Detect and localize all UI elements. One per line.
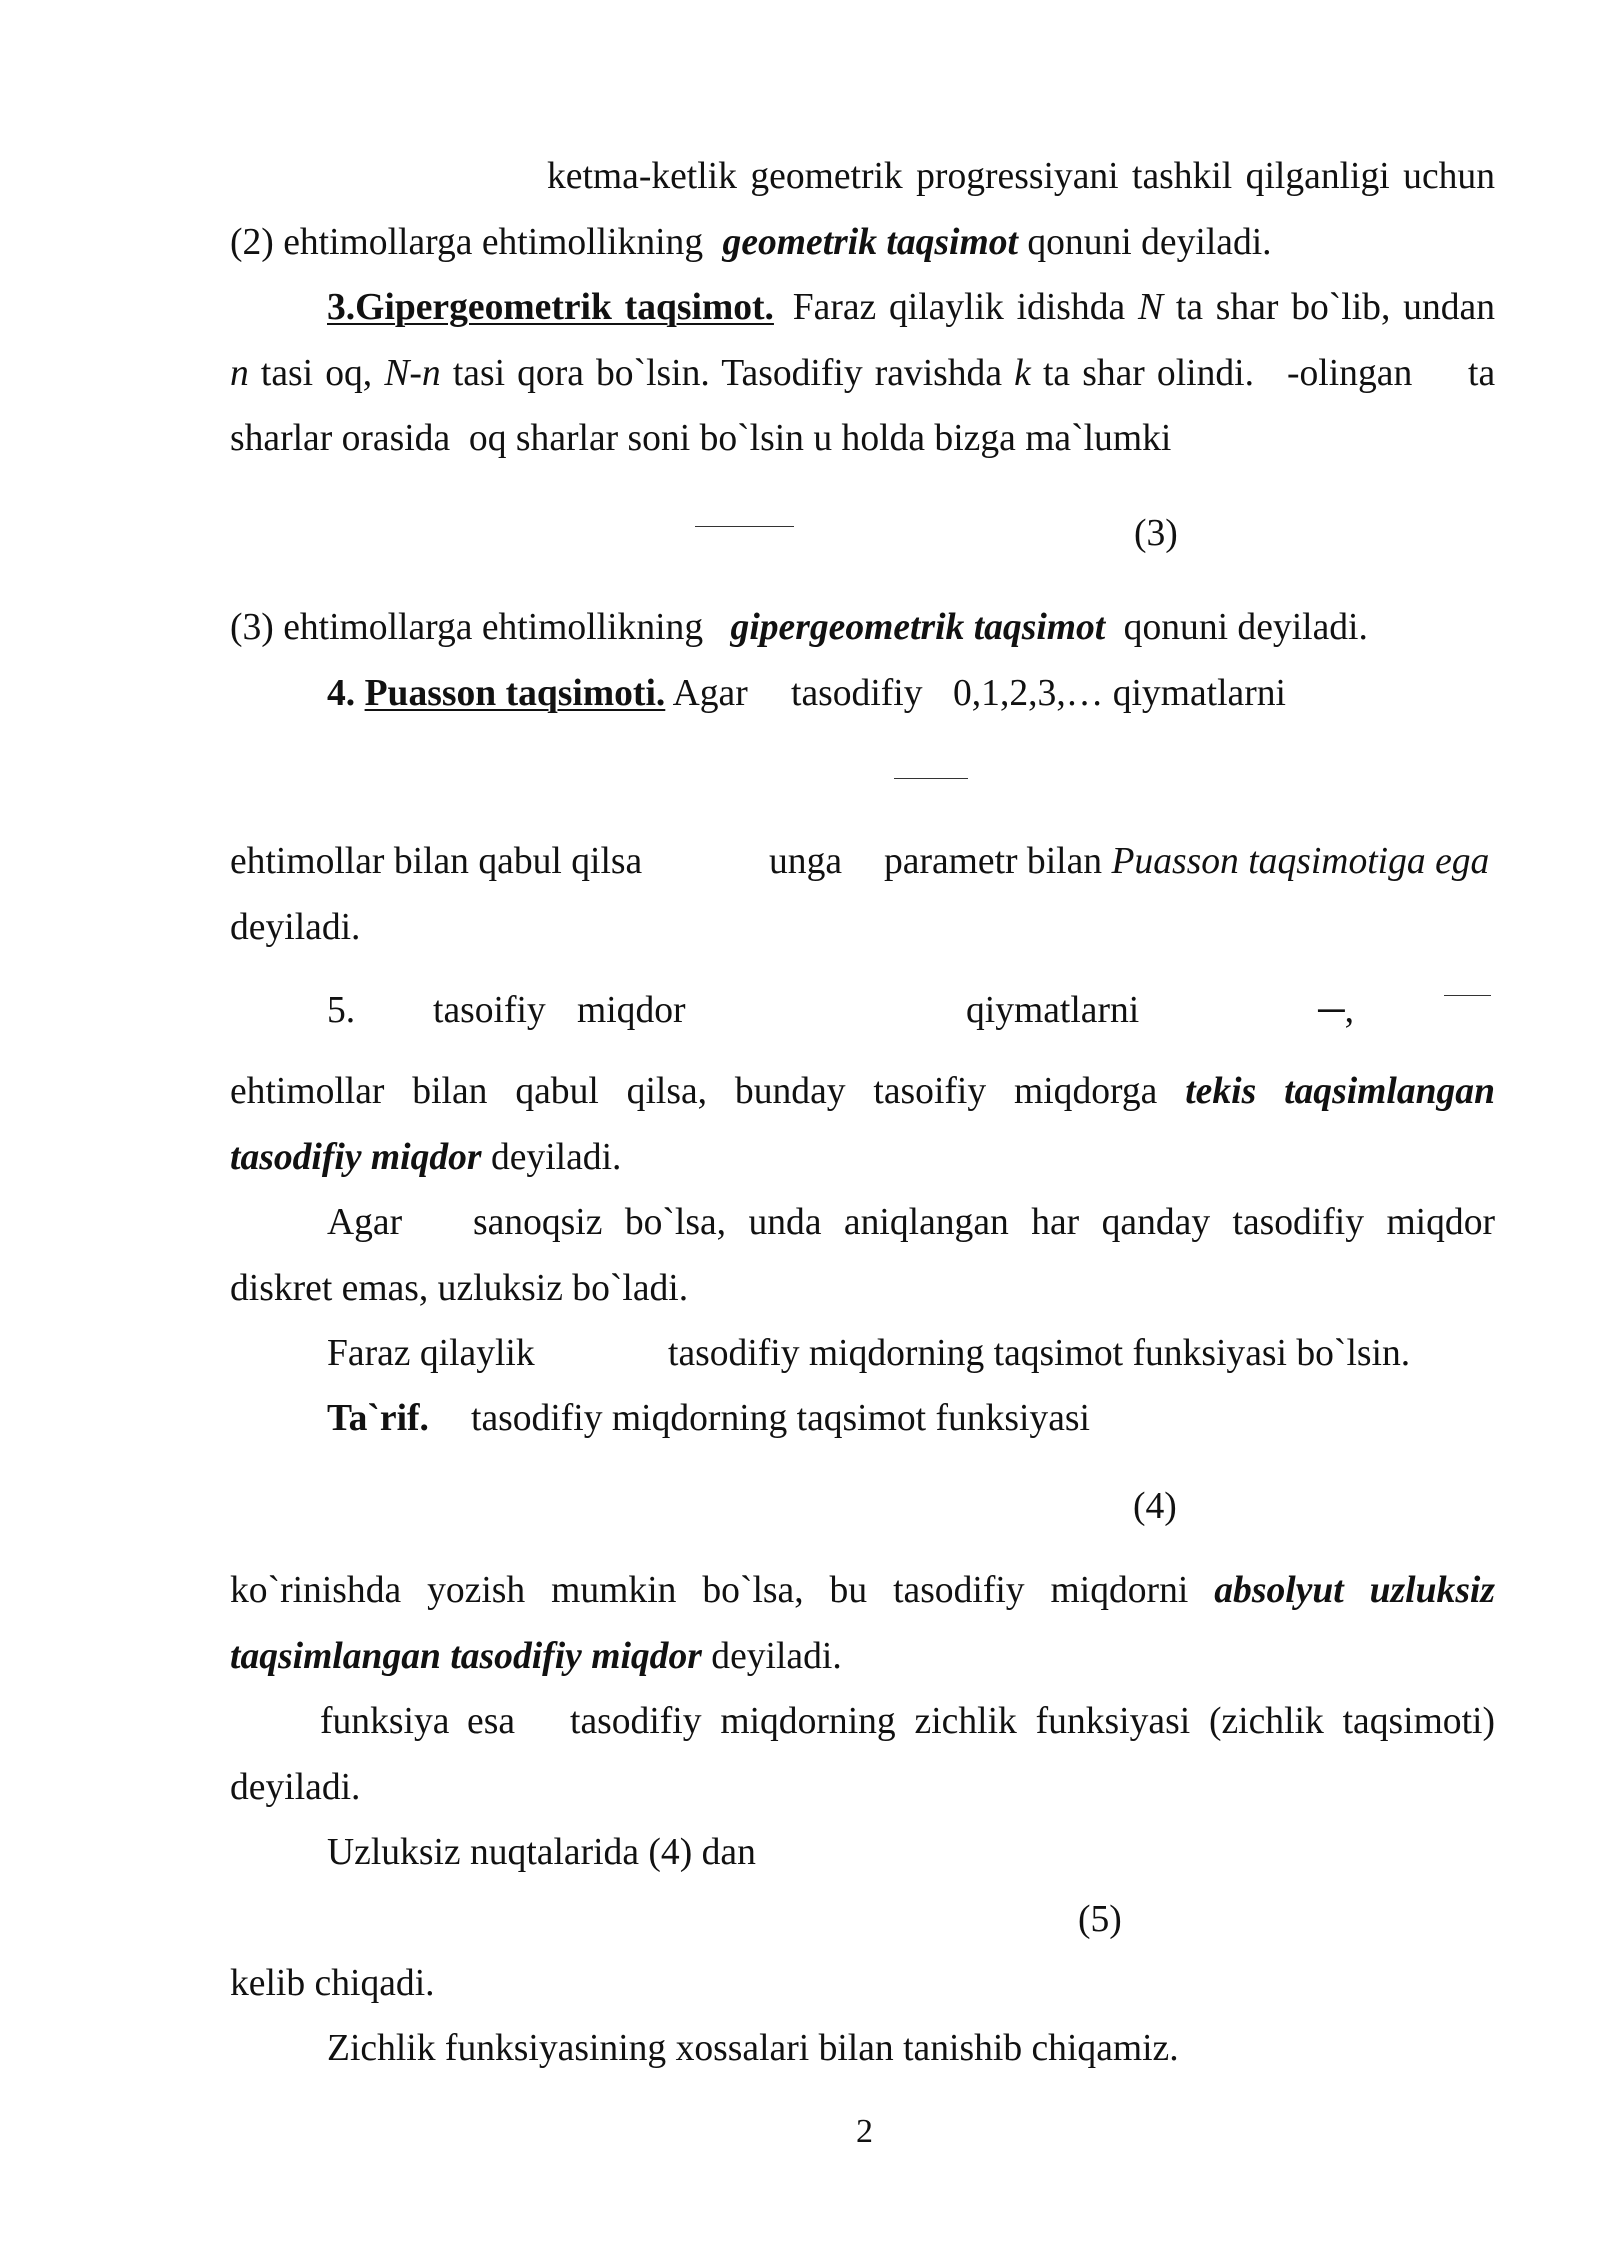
body-text-line (547, 155, 1495, 199)
term-continuous-random-variable: taqsimlangan tasodifiy miqdor (230, 1636, 702, 1677)
text-run: tasodifiy (791, 673, 923, 714)
fraction-bar (1444, 995, 1491, 996)
text-run: tasi oq, (260, 353, 373, 394)
text-run: ta shar olindi. (1042, 353, 1254, 394)
equation-number-5: (5) (1078, 1899, 1122, 1940)
text-run: Uzluksiz nuqtalarida (4) dan (327, 1832, 756, 1873)
body-text-line (327, 672, 748, 716)
variable-N-minus-n: N-n (384, 353, 441, 394)
text-fragment (769, 840, 842, 884)
text-run: ehtimollar bilan qabul qilsa, bunday tasoifiy miqdorga (230, 1071, 1158, 1112)
text-run: tasoifiy (433, 990, 546, 1031)
text-run: 0,1,2,3,… qiymatlarni (953, 673, 1286, 714)
text-run: unga (769, 841, 843, 882)
body-text-line (230, 1070, 1495, 1114)
text-run: deyiladi. (230, 907, 361, 948)
text-run: qonuni deyiladi. (1123, 607, 1368, 648)
equation-number (1078, 1898, 1122, 1942)
text-run: tasodifiy miqdorning zichlik funksiyasi (zichlik taqsimoti) (570, 1701, 1495, 1742)
text-run: Faraz qilaylik idishda (792, 287, 1126, 328)
body-text-line (473, 1201, 1495, 1245)
text-run: deyiladi. (490, 1137, 622, 1178)
body-text-line (230, 1635, 842, 1679)
text-run: tasi qora bo`lsin. Tasodifiy ravishda (452, 353, 1003, 394)
text-run: Agar (672, 673, 748, 714)
text-run: miqdor (577, 990, 686, 1031)
text-run: tasodifiy miqdorning taqsimot funksiyasi bo`lsin. (668, 1333, 1411, 1374)
text-fragment (433, 989, 546, 1033)
text-fragment (1318, 989, 1354, 1033)
equation-number-3: (3) (1134, 513, 1178, 554)
body-text-line (230, 1962, 435, 2006)
body-text-line (230, 1136, 621, 1180)
text-run: (2) ehtimollarga ehtimollikning (230, 222, 704, 263)
equation-number-4: (4) (1133, 1486, 1177, 1527)
body-text-line (230, 221, 1272, 265)
body-text-line (230, 1766, 360, 1810)
term-geometric-distribution: geometrik taqsimot (722, 222, 1018, 263)
text-run: Faraz qilaylik (327, 1333, 535, 1374)
body-text-line (230, 1569, 1495, 1613)
text-run: ehtimollar bilan qabul qilsa (230, 841, 643, 882)
text-run: Agar (327, 1202, 403, 1243)
term-absolutely-continuous: absolyut uzluksiz (1214, 1570, 1496, 1611)
term-hypergeometric-distribution: gipergeometrik taqsimot (730, 607, 1106, 648)
text-fragment (966, 989, 1139, 1033)
text-run: Zichlik funksiyasining xossalari bilan tanishib chiqamiz. (327, 2028, 1179, 2069)
section-number: 4. (327, 673, 356, 714)
term-random-variable: tasodifiy miqdor (230, 1137, 482, 1178)
fraction-bar (695, 526, 794, 527)
text-fragment (791, 672, 923, 716)
equation-number (1134, 512, 1178, 556)
text-run: parametr bilan (884, 841, 1103, 882)
text-run: -olingan (1287, 353, 1413, 394)
text-run: qiymatlarni (966, 990, 1140, 1031)
text-fragment (1468, 352, 1495, 396)
text-fragment (471, 1397, 1090, 1441)
body-text-line (327, 2027, 1179, 2071)
definition-label: Ta`rif. (327, 1398, 429, 1439)
text-fragment (577, 989, 686, 1033)
body-text-line (230, 417, 1171, 461)
page-number-text: 2 (856, 2113, 873, 2150)
text-run: sharlar orasida oq sharlar soni bo`lsin u holda bizga ma`lumki (230, 418, 1172, 459)
text-run: tasodifiy miqdorning taqsimot funksiyasi (471, 1398, 1090, 1439)
variable-N: N (1138, 287, 1164, 328)
text-run: ─, (1318, 990, 1355, 1031)
body-text-line (327, 286, 1495, 330)
equation-number (1133, 1485, 1177, 1529)
body-text-line (230, 352, 1254, 396)
text-run: ko`rinishda yozish mumkin bo`lsa, bu tasodifiy miqdorni (230, 1570, 1189, 1611)
term-uniform-distribution: tekis taqsimlangan (1185, 1071, 1495, 1112)
variable-n: n (230, 353, 249, 394)
text-run: 5. (327, 990, 356, 1031)
text-run: (3) ehtimollarga ehtimollikning (230, 607, 704, 648)
text-fragment (327, 1201, 402, 1245)
fraction-bar (894, 778, 968, 779)
text-fragment (320, 1700, 515, 1744)
page-number (856, 2110, 873, 2154)
section-heading-poisson: Puasson taqsimoti. (364, 673, 666, 714)
body-text-line (230, 1267, 688, 1311)
text-fragment (327, 1332, 535, 1376)
text-fragment (884, 840, 1489, 884)
text-run: funksiya esa (320, 1701, 515, 1742)
body-text-line (327, 1831, 756, 1875)
text-run: ketma-ketlik geometrik progressiyani tashkil qilganligi uchun (547, 156, 1495, 197)
text-run: kelib chiqadi. (230, 1963, 435, 2004)
section-heading-hypergeometric: 3.Gipergeometrik taqsimot. (327, 287, 774, 328)
text-run: diskret emas, uzluksiz bo`ladi. (230, 1268, 689, 1309)
text-run: ta shar bo`lib, undan (1175, 287, 1496, 328)
text-run: deyiladi. (711, 1636, 842, 1677)
text-run: ta (1468, 353, 1496, 394)
text-fragment (953, 672, 1286, 716)
variable-k: k (1014, 353, 1031, 394)
text-run: qonuni deyiladi. (1027, 222, 1272, 263)
text-fragment (668, 1332, 1410, 1376)
body-text-line (230, 906, 360, 950)
body-text-line (230, 606, 1368, 650)
body-text-line (230, 840, 642, 884)
text-fragment (1287, 352, 1412, 396)
list-number (327, 989, 355, 1033)
body-text-line (570, 1700, 1495, 1744)
text-run: sanoqsiz bo`lsa, unda aniqlangan har qanday tasodifiy miqdor (473, 1202, 1495, 1243)
term-poisson-distribution: Puasson taqsimotiga ega (1111, 841, 1490, 882)
text-fragment (327, 1397, 429, 1441)
text-run: deyiladi. (230, 1767, 361, 1808)
